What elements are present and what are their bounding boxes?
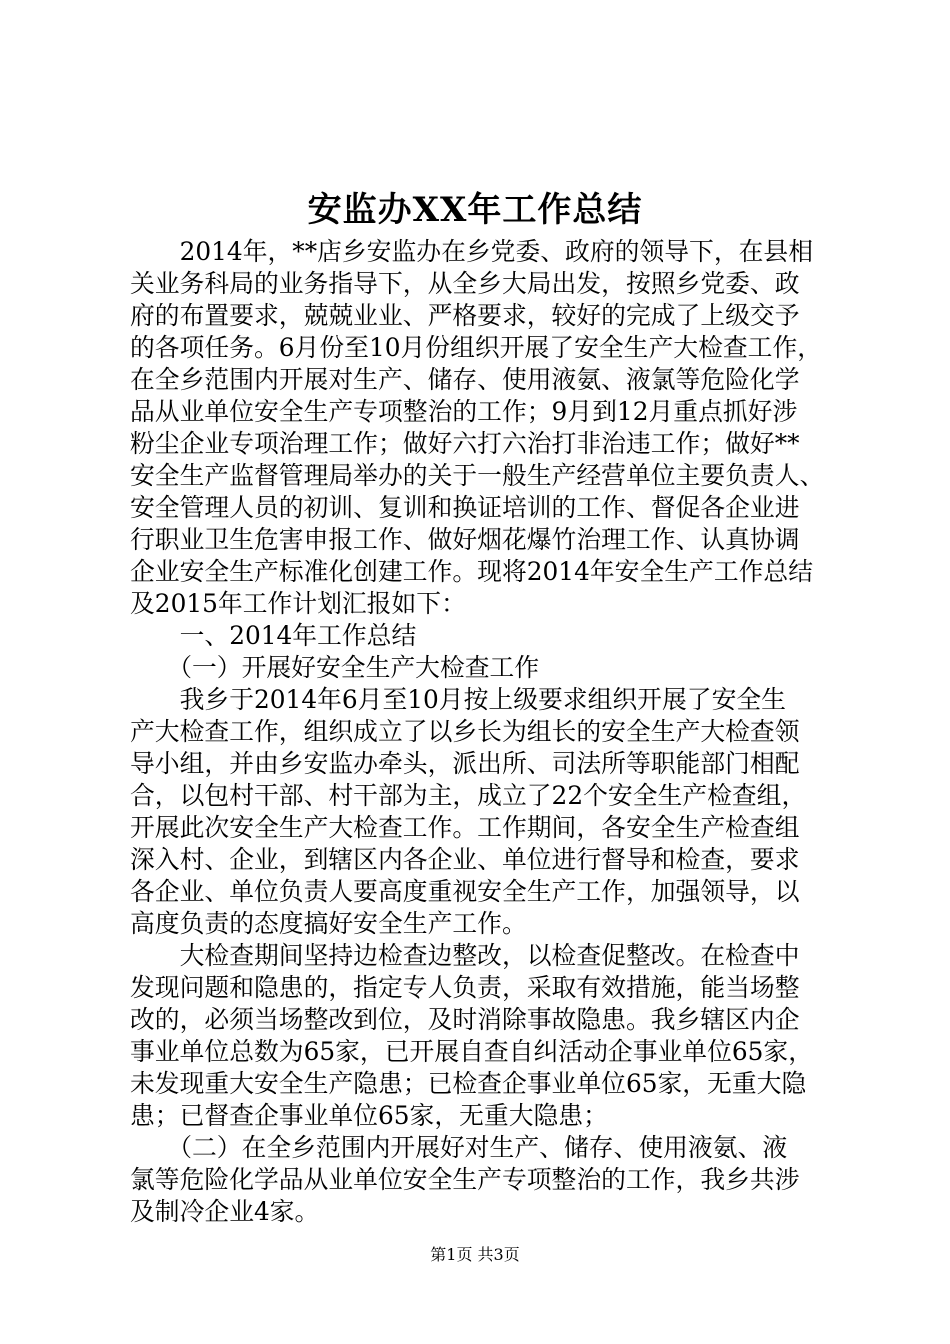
body-line: 安全管理人员的初训、复训和换证培训的工作、督促各企业进 — [130, 493, 800, 522]
body-line: 品从业单位安全生产专项整治的工作；9月到12月重点抓好涉 — [130, 397, 798, 426]
body-line: 府的布置要求，兢兢业业、严格要求，较好的完成了上级交予 — [130, 301, 800, 330]
body-line: 粉尘企业专项治理工作；做好六打六治打非治违工作；做好** — [130, 429, 800, 458]
body-line: 大检查期间坚持边检查边整改，以检查促整改。在检查中 — [130, 941, 800, 970]
body-line: 深入村、企业，到辖区内各企业、单位进行督导和检查，要求 — [130, 845, 800, 874]
body-line: 安全生产监督管理局举办的关于一般生产经营单位主要负责人、 — [130, 461, 825, 490]
body-line: 行职业卫生危害申报工作、做好烟花爆竹治理工作、认真协调 — [130, 525, 800, 554]
body-line: 事业单位总数为65家，已开展自查自纠活动企事业单位65家， — [130, 1037, 814, 1066]
body-line: 开展此次安全生产大检查工作。工作期间，各安全生产检查组 — [130, 813, 800, 842]
body-line: 各企业、单位负责人要高度重视安全生产工作，加强领导，以 — [130, 877, 800, 906]
body-line: 未发现重大安全生产隐患；已检查企事业单位65家，无重大隐 — [130, 1069, 807, 1098]
document-body — [130, 236, 830, 1228]
body-line: 改的，必须当场整改到位，及时消除事故隐患。我乡辖区内企 — [130, 1005, 800, 1034]
body-line: 我乡于2014年6月至10月按上级要求组织开展了安全生 — [130, 685, 786, 714]
body-line: （二）在全乡范围内开展好对生产、储存、使用液氨、液 — [130, 1133, 788, 1162]
body-line: 发现问题和隐患的，指定专人负责，采取有效措施，能当场整 — [130, 973, 800, 1002]
body-line: 产大检查工作，组织成立了以乡长为组长的安全生产大检查领 — [130, 717, 800, 746]
body-line: 导小组，并由乡安监办牵头，派出所、司法所等职能部门相配 — [130, 749, 800, 778]
body-line: 高度负责的态度搞好安全生产工作。 — [130, 909, 527, 938]
body-line: 合，以包村干部、村干部为主，成立了22个安全生产检查组， — [130, 781, 807, 810]
subsection-heading: （一）开展好安全生产大检查工作 — [130, 653, 540, 682]
body-line: 及制冷企业4家。 — [130, 1197, 320, 1226]
document-title: 安监办XX年工作总结 — [307, 190, 643, 230]
page-footer: 第1页 共3页 — [430, 1245, 520, 1264]
body-line: 氯等危险化学品从业单位安全生产专项整治的工作，我乡共涉 — [130, 1165, 800, 1194]
body-line: 患；已督查企事业单位65家，无重大隐患； — [130, 1101, 608, 1130]
body-line: 关业务科局的业务指导下，从全乡大局出发，按照乡党委、政 — [130, 269, 800, 298]
body-line: 企业安全生产标准化创建工作。现将2014年安全生产工作总结 — [130, 557, 814, 586]
body-line: 2014年，**店乡安监办在乡党委、政府的领导下，在县相 — [130, 237, 814, 266]
body-line: 及2015年工作计划汇报如下： — [130, 589, 466, 618]
body-line: 在全乡范围内开展对生产、储存、使用液氨、液氯等危险化学 — [130, 365, 800, 394]
body-line: 的各项任务。6月份至10月份组织开展了安全生产大检查工作， — [130, 333, 823, 362]
section-heading: 一、2014年工作总结 — [130, 621, 417, 650]
